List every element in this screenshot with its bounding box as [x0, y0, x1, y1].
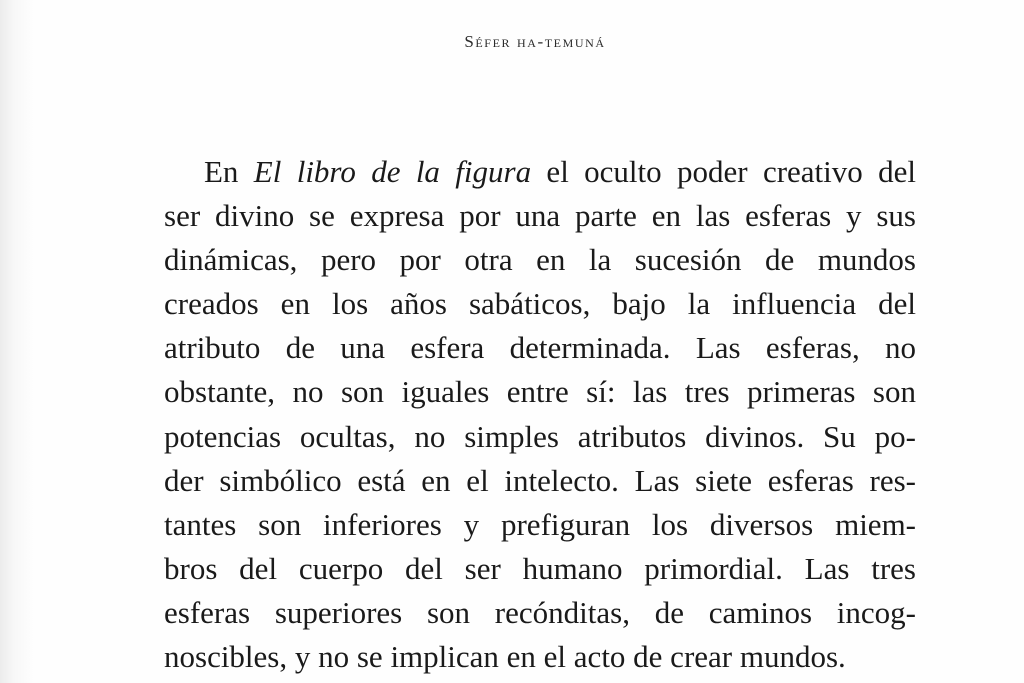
- page-edge-shadow: [0, 0, 34, 683]
- text-line: atributo de una esfera determinada. Las esferas, no: [164, 330, 916, 366]
- body-paragraph: [164, 150, 916, 679]
- text-segment: En: [204, 154, 254, 189]
- text-line: potencias ocultas, no simples atributos divinos. Su po-: [164, 418, 916, 454]
- book-title-italic: El libro de la figura: [253, 154, 532, 189]
- text-line: noscibles, y no se implican en el acto de crear mundos.: [164, 639, 846, 675]
- text-line: bros del cuerpo del ser humano primordial. Las tres: [164, 550, 916, 586]
- text-line: dinámicas, pero por otra en la sucesión de mundos: [164, 242, 916, 278]
- text-line: creados en los años sabáticos, bajo la influencia del: [164, 286, 916, 322]
- running-head: Séfer ha-temuná: [464, 32, 606, 51]
- text-line: tantes son inferiores y prefiguran los diversos miem-: [164, 506, 916, 542]
- text-line: obstante, no son iguales entre sí: las tres primeras son: [164, 374, 916, 410]
- text-line: esferas superiores son recónditas, de caminos incog-: [164, 594, 916, 630]
- text-line: [164, 150, 916, 194]
- text-line: ser divino se expresa por una parte en las esferas y sus: [164, 198, 916, 234]
- text-segment: el oculto poder creativo del: [531, 154, 916, 189]
- text-line: der simbólico está en el intelecto. Las siete esferas res-: [164, 462, 916, 498]
